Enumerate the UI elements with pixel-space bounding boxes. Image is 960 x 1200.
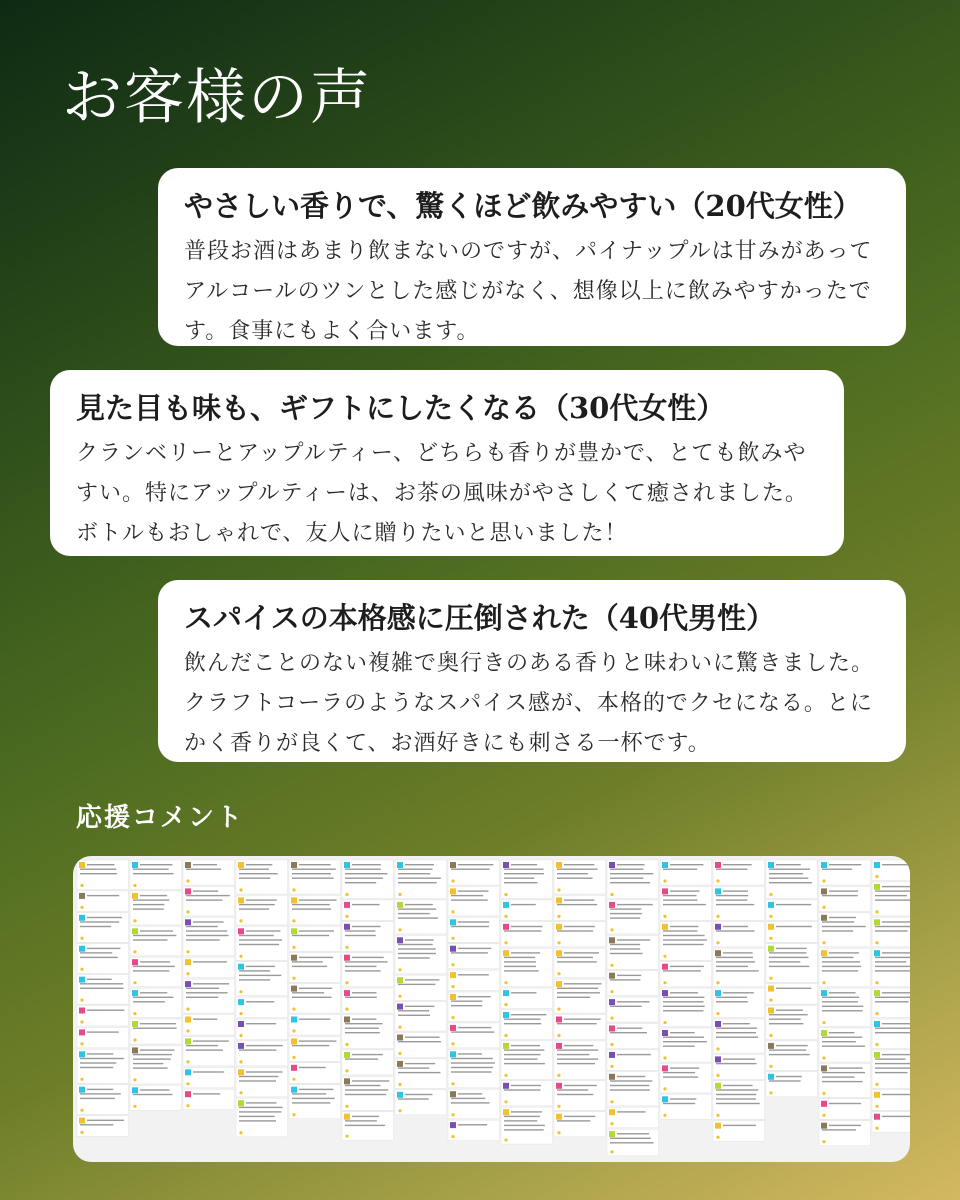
comment-thumbnail [554, 895, 606, 920]
comment-thumbnail [766, 900, 818, 921]
comment-thumbnail [872, 1050, 910, 1089]
comment-thumbnail [554, 1015, 606, 1040]
comment-thumbnail [183, 957, 235, 978]
comment-thumbnail [660, 1094, 712, 1119]
comment-thumbnail [607, 997, 659, 1022]
comment-thumbnail [289, 895, 341, 925]
comment-thumbnail [342, 922, 394, 952]
comment-thumbnail [289, 1085, 341, 1119]
testimonial-card-3 [158, 580, 906, 762]
comment-thumbnail [607, 971, 659, 996]
comment-thumbnail [395, 1002, 447, 1032]
comment-thumbnail [289, 860, 341, 894]
testimonial-card-1 [158, 168, 906, 346]
comment-thumbnail [130, 1045, 182, 1084]
comment-thumbnail [872, 988, 910, 1018]
comment-thumbnail [554, 1041, 606, 1080]
comment-thumbnail [501, 1081, 553, 1106]
testimonial-heading: やさしい香りで、驚くほど飲みやすい（20代女性） [184, 189, 862, 223]
comment-thumbnail [448, 917, 500, 942]
comment-thumbnail [713, 1054, 765, 1079]
comment-thumbnail [183, 1067, 235, 1088]
comment-thumbnail [395, 900, 447, 934]
comment-thumbnail [77, 1049, 129, 1083]
comment-thumbnail [130, 1019, 182, 1044]
comment-thumbnail [236, 860, 288, 894]
comment-thumbnail [872, 917, 910, 947]
comment-thumbnail [77, 1027, 129, 1048]
testimonial-heading: スパイスの本格感に圧倒された（40代男性） [184, 601, 776, 635]
comment-thumbnail [395, 1090, 447, 1115]
comment-thumbnail [183, 979, 235, 1013]
comment-thumbnail [183, 1015, 235, 1036]
comment-thumbnail [766, 1006, 818, 1040]
comment-thumbnail [130, 957, 182, 987]
comment-thumbnail [183, 886, 235, 916]
comment-thumbnail [448, 1089, 500, 1119]
comment-thumbnail [395, 860, 447, 899]
comments-heading: 応援コメント [76, 803, 245, 833]
comment-thumbnail [713, 988, 765, 1018]
comment-thumbnail [501, 948, 553, 987]
comment-thumbnail [236, 1098, 288, 1137]
comment-thumbnail [236, 926, 288, 960]
comment-thumbnail [607, 1050, 659, 1071]
comment-thumbnail [77, 891, 129, 912]
comment-thumbnail [395, 1033, 447, 1058]
comment-thumbnail [713, 860, 765, 885]
comment-thumbnail [766, 944, 818, 983]
comment-thumbnail [501, 988, 553, 1009]
comment-thumbnail [501, 860, 553, 899]
comment-thumbnail [236, 1041, 288, 1066]
comment-thumbnail [819, 886, 871, 911]
comment-thumbnail [236, 1067, 288, 1097]
comment-thumbnail [130, 891, 182, 925]
comment-thumbnail [236, 895, 288, 925]
comment-thumbnail [289, 926, 341, 951]
comment-thumbnail [501, 922, 553, 947]
comment-thumbnail [607, 1024, 659, 1049]
comment-thumbnail [713, 948, 765, 987]
comment-thumbnail [766, 1072, 818, 1097]
comment-thumbnail [342, 1112, 394, 1140]
comment-thumbnail [607, 1107, 659, 1128]
comment-thumbnail [395, 975, 447, 1000]
comment-thumbnail [130, 860, 182, 890]
comment-thumbnail [872, 1112, 910, 1133]
testimonial-body: クランベリーとアップルティー、どちらも香りが豊かで、とても飲みやすい。特にアップルティーは、お茶の風味がやさしくて癒されました。ボトルもおしゃれで、友人に贈りたいと思いました！ [76, 441, 808, 546]
testimonial-card-2 [50, 370, 844, 556]
comment-thumbnail [342, 1050, 394, 1075]
comment-thumbnail [77, 860, 129, 890]
comment-thumbnail [289, 1063, 341, 1084]
comment-thumbnail [872, 948, 910, 987]
comment-thumbnail [236, 997, 288, 1018]
comment-thumbnail [77, 975, 129, 1005]
comment-thumbnail [872, 882, 910, 916]
comment-thumbnail [77, 1116, 129, 1137]
comment-thumbnail [448, 1023, 500, 1048]
comment-thumbnail [660, 988, 712, 1027]
comment-thumbnail [872, 1090, 910, 1111]
comment-thumbnail [130, 926, 182, 956]
comment-thumbnail [183, 860, 235, 885]
comment-thumbnail [554, 1112, 606, 1137]
comment-thumbnail [448, 992, 500, 1022]
comment-thumbnail [819, 1121, 871, 1146]
comment-thumbnail [607, 935, 659, 969]
comment-thumbnail [236, 1019, 288, 1040]
comment-thumbnail [872, 1019, 910, 1049]
comment-thumbnail [554, 922, 606, 947]
comment-thumbnail [660, 962, 712, 987]
comment-thumbnail [713, 1121, 765, 1142]
comment-thumbnail [766, 1041, 818, 1071]
comment-thumbnail [713, 886, 765, 920]
comment-thumbnail [660, 1063, 712, 1093]
comment-thumbnail [766, 922, 818, 943]
testimonial-body: 普段お酒はあまり飲まないのですが、パイナップルは甘みがあってアルコールのツンとした感じがなく、想像以上に飲みやすかったです。食事にもよく合います。 [184, 239, 873, 344]
comment-thumbnail [395, 935, 447, 974]
comments-collage [73, 856, 910, 1162]
comment-thumbnail [766, 860, 818, 899]
comment-thumbnail [554, 1081, 606, 1111]
comment-thumbnail [395, 1059, 447, 1089]
comment-thumbnail [819, 913, 871, 947]
comment-thumbnail [872, 860, 910, 881]
comment-thumbnail [554, 948, 606, 978]
comment-thumbnail [554, 979, 606, 1013]
comment-thumbnail [819, 948, 871, 987]
comment-thumbnail [342, 860, 394, 899]
comment-thumbnail [448, 944, 500, 969]
comment-thumbnail [289, 1036, 341, 1061]
comment-thumbnail [660, 922, 712, 961]
comment-thumbnail [289, 953, 341, 983]
comment-thumbnail [819, 988, 871, 1027]
testimonial-body: 飲んだことのない複雑で奥行きのある香りと味わいに驚きました。クラフトコーラのようなスパイス感が、本格的でクセになる。とにかく香りが良くて、お酒好きにも刺さる一杯です。 [184, 651, 875, 756]
comment-thumbnail [501, 900, 553, 921]
page-title: お客様の声 [62, 63, 372, 133]
comment-thumbnail [713, 922, 765, 947]
comment-thumbnail [819, 860, 871, 885]
comments-collage-image [73, 856, 910, 1162]
comment-thumbnail [448, 970, 500, 991]
comment-thumbnail [183, 1089, 235, 1110]
comment-thumbnail [554, 860, 606, 894]
comment-thumbnail [713, 1081, 765, 1120]
comment-thumbnail [607, 860, 659, 899]
comment-thumbnail [183, 917, 235, 956]
comment-thumbnail [342, 1015, 394, 1049]
comment-thumbnail [448, 860, 500, 885]
comment-thumbnail [342, 900, 394, 921]
comment-thumbnail [448, 1049, 500, 1088]
comment-thumbnail [342, 953, 394, 987]
comment-thumbnail [607, 1129, 659, 1156]
comment-thumbnail [819, 1028, 871, 1062]
comment-thumbnail [660, 860, 712, 885]
comment-thumbnail [236, 962, 288, 996]
comment-thumbnail [501, 1107, 553, 1144]
comment-thumbnail [130, 988, 182, 1018]
comment-thumbnail [77, 944, 129, 974]
comment-thumbnail [448, 886, 500, 916]
comment-thumbnail [77, 1006, 129, 1027]
comment-thumbnail [607, 1072, 659, 1106]
comment-thumbnail [660, 1028, 712, 1062]
comment-thumbnail [607, 900, 659, 934]
comment-thumbnail [289, 1015, 341, 1036]
comment-thumbnail [819, 1099, 871, 1120]
comment-thumbnail [77, 1085, 129, 1115]
testimonial-heading: 見た目も味も、ギフトにしたくなる（30代女性） [76, 391, 726, 425]
comment-thumbnail [501, 1041, 553, 1080]
comment-thumbnail [713, 1019, 765, 1053]
comment-thumbnail [448, 1120, 500, 1141]
comment-thumbnail [130, 1085, 182, 1110]
comment-thumbnail [660, 886, 712, 920]
comment-thumbnail [342, 988, 394, 1013]
comment-thumbnail [183, 1036, 235, 1066]
comment-thumbnail [819, 1063, 871, 1097]
comment-thumbnail [289, 984, 341, 1014]
comment-thumbnail [77, 913, 129, 943]
comment-thumbnail [501, 1010, 553, 1040]
comment-thumbnail [766, 984, 818, 1005]
comment-thumbnail [342, 1076, 394, 1110]
